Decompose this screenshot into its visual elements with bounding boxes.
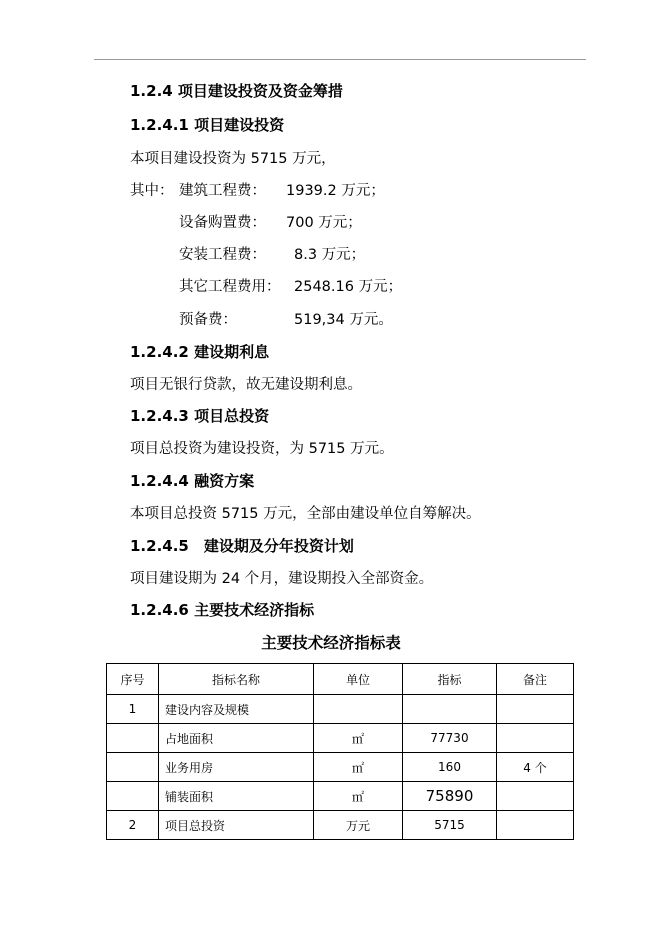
interest-paragraph: 项目无银行贷款，故无建设期利息。: [130, 377, 362, 393]
cell-serial: [107, 753, 159, 782]
cost-label-other: 其它工程费用：: [179, 279, 281, 295]
heading-1-2-4-5: 1.2.4.5 建设期及分年投资计划: [130, 537, 354, 555]
table-header-row: [107, 664, 574, 695]
cell-value: 75890: [403, 782, 497, 811]
heading-1-2-4-4: 1.2.4.4 融资方案: [130, 472, 255, 490]
cell-serial: [107, 724, 159, 753]
heading-1-2-4-2: 1.2.4.2 建设期利息: [130, 343, 270, 361]
table-row: [107, 753, 574, 782]
cell-unit: ㎡: [314, 753, 403, 782]
cost-value-reserve: 519,34 万元。: [294, 312, 393, 328]
cell-name: 铺装面积: [159, 782, 314, 811]
header-unit: 单位: [314, 664, 403, 695]
heading-1-2-4-6: 1.2.4.6 主要技术经济指标: [130, 601, 315, 619]
header-remark: 备注: [497, 664, 574, 695]
cell-remark: [497, 782, 574, 811]
table-row: [107, 811, 574, 840]
cell-name: 占地面积: [159, 724, 314, 753]
header-indicator: 指标: [403, 664, 497, 695]
cell-unit: ㎡: [314, 724, 403, 753]
cost-label-reserve: 预备费：: [179, 312, 237, 328]
cell-value: 160: [403, 753, 497, 782]
total-investment-paragraph: 项目总投资为建设投资，为 5715 万元。: [130, 441, 394, 457]
header-serial: 序号: [107, 664, 159, 695]
table-row: [107, 695, 574, 724]
cell-name: 建设内容及规模: [159, 695, 314, 724]
cell-value: [403, 695, 497, 724]
cost-value-other: 2548.16 万元；: [294, 279, 403, 295]
schedule-paragraph: 项目建设期为 24 个月，建设期投入全部资金。: [130, 571, 434, 587]
heading-1-2-4-3: 1.2.4.3 项目总投资: [130, 407, 270, 425]
financing-paragraph: 本项目总投资 5715 万元，全部由建设单位自筹解决。: [130, 506, 481, 522]
cell-value: 5715: [403, 811, 497, 840]
cost-value-equipment: 700 万元；: [286, 215, 362, 231]
cost-label-construction: 建筑工程费：: [179, 183, 266, 199]
cell-remark: [497, 724, 574, 753]
cost-value-installation: 8.3 万元；: [294, 247, 366, 263]
cost-value-construction: 1939.2 万元；: [286, 183, 385, 199]
cell-unit: [314, 695, 403, 724]
cost-label-installation: 安装工程费：: [179, 247, 266, 263]
table-row: [107, 724, 574, 753]
cell-serial: 2: [107, 811, 159, 840]
cell-remark: 4 个: [497, 753, 574, 782]
cell-remark: [497, 811, 574, 840]
cell-serial: [107, 782, 159, 811]
header-rule: [94, 59, 586, 60]
heading-1-2-4-1: 1.2.4.1 项目建设投资: [130, 116, 285, 134]
cell-unit: ㎡: [314, 782, 403, 811]
table-row: [107, 782, 574, 811]
table-caption: 主要技术经济指标表: [261, 634, 401, 652]
investment-intro: 本项目建设投资为 5715 万元，: [130, 151, 336, 167]
indicator-table: [106, 663, 574, 840]
header-indicator-name: 指标名称: [159, 664, 314, 695]
cost-label-equipment: 设备购置费：: [179, 215, 266, 231]
cell-name: 业务用房: [159, 753, 314, 782]
cell-unit: 万元: [314, 811, 403, 840]
cell-value: 77730: [403, 724, 497, 753]
breakdown-prefix: 其中：: [130, 183, 174, 199]
heading-1-2-4: 1.2.4 项目建设投资及资金筹措: [130, 82, 343, 100]
cell-serial: 1: [107, 695, 159, 724]
cell-remark: [497, 695, 574, 724]
cell-name: 项目总投资: [159, 811, 314, 840]
